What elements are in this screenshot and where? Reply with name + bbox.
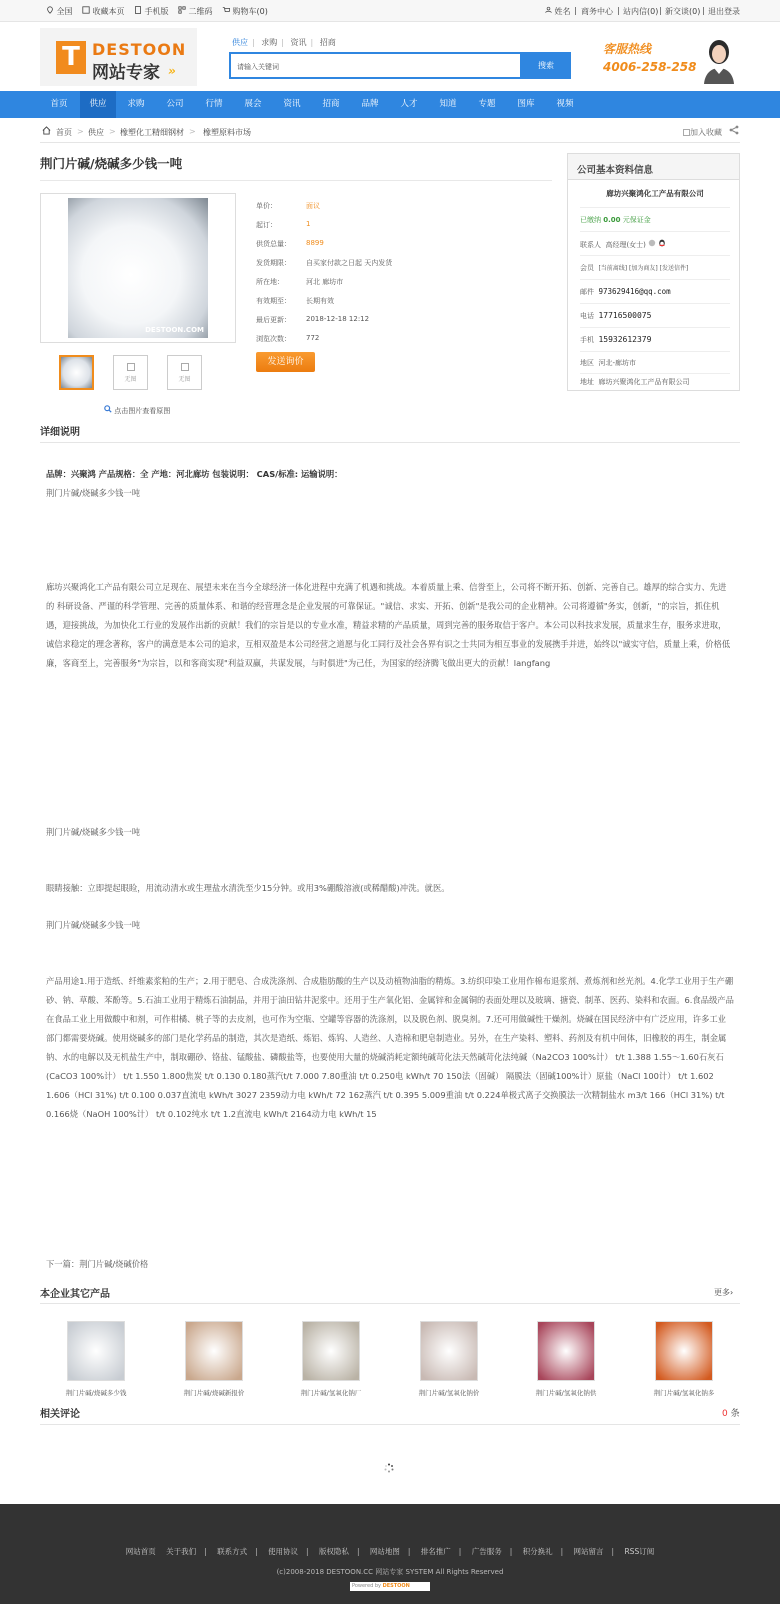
no-image-icon <box>127 363 135 371</box>
search-input[interactable] <box>229 52 522 79</box>
other-product-image <box>302 1321 360 1381</box>
other-product-label: 荆门片碱/氢氧化钠价 <box>418 1389 480 1397</box>
hotline-number: 4006-258-258 <box>603 60 697 74</box>
company-address: 地址 廊坊兴聚鸿化工产品有限公司 <box>580 378 690 386</box>
image-watermark: DESTOON.COM <box>145 326 204 334</box>
footer-link-home[interactable]: 网站首页 <box>125 1547 156 1556</box>
logout-link[interactable]: 退出登录 <box>708 7 740 16</box>
powered-by-badge[interactable]: Powered by DESTOON <box>350 1582 430 1591</box>
nav-market[interactable]: 行情 <box>205 99 223 109</box>
user-icon <box>545 6 552 14</box>
other-products-title: 本企业其它产品 <box>40 1289 110 1300</box>
other-product-image <box>655 1321 713 1381</box>
no-image-icon <box>181 363 189 371</box>
chevron-right-icon: › <box>730 1288 734 1297</box>
other-product-label: 荆门片碱/氢氧化钠厂 <box>300 1389 362 1397</box>
company-deposit: 已缴纳 0.00 元保证金 <box>580 210 730 232</box>
footer-link-ranking[interactable]: 排名推广 <box>420 1547 451 1556</box>
logo-mark: T <box>56 41 86 74</box>
footer-link-guestbook[interactable]: 网站留言 <box>573 1547 604 1556</box>
search-tabs: 供应 | 求购 | 资讯 | 招商 <box>232 38 336 47</box>
search-tab-invest[interactable]: 招商 <box>319 38 336 47</box>
other-products-gallery <box>0 1321 780 1401</box>
nav-home[interactable]: 首页 <box>50 99 68 109</box>
next-article-link[interactable]: 下一篇：荆门片碱/烧碱价格 <box>46 1259 149 1269</box>
search-tab-buy[interactable]: 求购 <box>261 38 278 47</box>
search-tab-news[interactable]: 资讯 <box>290 38 307 47</box>
company-member: 会员 [当前离线] [加为商友] [发送信件] <box>580 258 730 280</box>
bookmark-link[interactable]: 收藏本页 <box>82 6 125 17</box>
footer-link-sitemap[interactable]: 网站地图 <box>369 1547 400 1556</box>
loading-spinner-icon <box>384 1463 394 1473</box>
add-favorite-link[interactable]: 加入收藏 <box>683 127 722 138</box>
chat-link[interactable]: 新交谈(0) <box>665 7 701 16</box>
divider <box>40 1424 740 1425</box>
region-link[interactable]: 全国 <box>46 6 73 17</box>
nav-buy[interactable]: 求购 <box>127 99 145 109</box>
search-button[interactable]: 搜索 <box>521 52 571 79</box>
view-original-link[interactable]: 点击图片查看原图 <box>104 405 170 416</box>
footer-link-privacy[interactable]: 版权隐私 <box>318 1547 349 1556</box>
other-product-image <box>420 1321 478 1381</box>
divider: | <box>574 6 577 15</box>
other-product-item[interactable] <box>48 1321 144 1397</box>
footer-link-contact[interactable]: 联系方式 <box>217 1547 248 1556</box>
mobile-icon <box>134 6 142 14</box>
other-product-item[interactable] <box>166 1321 262 1397</box>
nav-expo[interactable]: 展会 <box>244 99 262 109</box>
thumbnail-2[interactable]: 无图 <box>113 355 148 390</box>
user-name-link[interactable]: 姓名 <box>545 6 571 17</box>
bookmark-icon <box>82 6 90 14</box>
footer-copyright: (c)2008-2018 DESTOON.CC 网站专家 SYSTEM All Rights Reserved <box>276 1568 504 1576</box>
comments-count: 0 条 <box>722 1409 740 1419</box>
logo-brand: DESTOON <box>92 40 187 59</box>
nav-video[interactable]: 视频 <box>556 99 574 109</box>
product-photo <box>68 198 208 338</box>
footer-link-points[interactable]: 积分换礼 <box>522 1547 553 1556</box>
company-mobile: 手机 15932612379 <box>580 330 730 352</box>
detail-line-2: 荆门片碱/烧碱多少钱一吨 <box>46 827 141 837</box>
logo-text: 网站专家 <box>92 63 160 83</box>
breadcrumb: 首页 > 供应 > 橡塑化工精细钢材 > 橡塑原料市场 加入收藏 <box>40 124 740 140</box>
other-product-item[interactable] <box>518 1321 614 1397</box>
other-product-label: 荆门片碱/氢氧化钠供 <box>535 1389 597 1397</box>
inbox-link[interactable]: 站内信(0) <box>623 7 659 16</box>
other-product-label: 荆门片碱/烧碱新报价 <box>183 1389 245 1397</box>
location-pin-icon <box>46 6 54 14</box>
nav-news[interactable]: 资讯 <box>283 99 301 109</box>
other-product-item[interactable] <box>636 1321 732 1397</box>
other-product-item[interactable] <box>283 1321 379 1397</box>
cart-icon <box>222 6 230 14</box>
qrcode-icon <box>178 6 186 14</box>
hotline <box>603 40 696 74</box>
other-product-label: 荆门片碱/氢氧化钠多 <box>653 1389 715 1397</box>
magnifier-icon <box>104 405 112 413</box>
cart-link[interactable]: 购物车(0) <box>222 6 268 17</box>
company-contact: 联系人 高经理(女士) <box>580 234 730 256</box>
nav-gallery[interactable]: 图库 <box>517 99 535 109</box>
other-product-image <box>67 1321 125 1381</box>
top-bar <box>0 0 780 22</box>
comments-title: 相关评论 <box>40 1409 80 1420</box>
nav-company[interactable]: 公司 <box>166 99 184 109</box>
customer-service-avatar <box>700 36 738 84</box>
detail-line-3: 荆门片碱/烧碱多少钱一吨 <box>46 920 141 930</box>
divider <box>40 442 740 443</box>
detail-section-title: 详细说明 <box>40 427 80 438</box>
thumbnail-3[interactable]: 无图 <box>167 355 202 390</box>
qq-icon[interactable] <box>658 239 666 247</box>
share-icon[interactable] <box>729 125 739 135</box>
company-email: 邮件 973629416@qq.com <box>580 282 730 304</box>
other-product-image <box>537 1321 595 1381</box>
product-usage: 产品用途1.用于造纸、纤维素浆粕的生产；2.用于肥皂、合成洗涤剂、合成脂肪酸的生产以及动植物油脂的精炼。3.纺织印染工业用作棉布退浆剂、煮炼剂和丝光剂。4.化学工业用于生产硼砂、钠、草酸、苯酚等。5.石油工业用于精炼石油制品，并用于油田钻井泥浆中。还用于生产氧化铝、金属锌和金属铜的表面处理以及玻璃、搪瓷、制革、医药、染料和农面。6.食品级产品在食品工业上用做酸中和剂，可作柑橘、桃子等的去皮剂，也可作为空瓶、空罐等容器的洗涤剂，以及脱色剂、脱臭剂。7.还可用做碱性干燥剂。烧碱在国民经济中有广泛应用，许多工业部门都需要烧碱。使用烧碱多的部门是化学药品的制造，其次是造纸、炼铝、炼钨、人造丝、人造棉和肥皂制造业。另外，在生产染料、塑料、药剂及有机中间体，旧橡胶的再生，制金属钠、水的电解以及无机盐生产中，制取硼砂、铬盐、锰酸盐、磷酸盐等，也要使用大量的烧碱消耗定额纯碱苛化法天然碱苛化法纯碱（Na2CO3 100%计） t/t 1.388 1.55～1.60石灰石(CaCO3 100%计） t/t 1.550 1.800焦炭 t/t 0.130 0.180蒸汽t/t 7.000 7.80重油 t/t 0.250电 kWh/t 70 150法（固碱） 隔膜法（固碱100%计）原盐（NaCl 100计） t/t 1.602 1.606（HCl 31%) t/t 0.100 0.037直流电 kWh/t 3027 2359动力电 kWh/t 72 162蒸汽 t/t 0.395 5.009重油 t/t 0.224单极式离子交换膜法一次精制盐水 m3/t 166（HCl 31%) t/t 0.166烧（NaOH 100%计） t/t 0.102纯水 t/t 1.2直流电 kWh/t 2164动力电 kWh/t 15 <box>46 976 734 1119</box>
breadcrumb-supply[interactable]: 供应 <box>88 128 104 137</box>
product-title: 荆门片碱/烧碱多少钱一吨 <box>40 156 183 171</box>
more-link[interactable]: 更多› <box>714 1288 734 1297</box>
divider <box>40 142 740 143</box>
detail-line-1: 荆门片碱/烧碱多少钱一吨 <box>46 488 141 498</box>
hotline-label: 客服热线 <box>603 42 652 56</box>
breadcrumb-home[interactable]: 首页 <box>56 128 72 137</box>
nav-brand[interactable]: 品牌 <box>361 99 379 109</box>
home-icon <box>42 126 51 135</box>
chat-icon[interactable] <box>648 239 656 247</box>
product-main-image[interactable] <box>40 193 236 343</box>
divider: | <box>617 6 620 15</box>
breadcrumb-subcategory[interactable]: 橡塑原料市场 <box>203 128 251 137</box>
company-box-title: 公司基本资料信息 <box>568 154 739 180</box>
search-placeholder: 请输入关键词 <box>237 63 279 71</box>
product-specs: 品牌：兴聚鸿 产品规格：全 产地：河北廊坊 包装说明： CAS/标准: 运输说明： <box>46 469 343 479</box>
send-inquiry-button[interactable]: 发送询价 <box>256 352 315 372</box>
nav-supply[interactable]: 供应 <box>80 91 116 118</box>
company-intro: 廊坊兴聚鸿化工产品有限公司立足现在、展望未来在当今全球经济一体化进程中充满了机遇和挑战。本着质量上乘、信誉至上，公司将不断开拓、创新、完善自己。雄厚的综合实力、先进的 科研设备、严谨的科学管理、完善的质量体系、和谐的经营理念是企业发展的可靠保证。"诚信、求实、开拓、创新"是我公司的企业精神。公司将遵循"务实，创新，"的宗旨，抓住机遇，迎接挑战，为加快化工行业的发展作出新的贡献！我们的宗旨是以的专业水准，精益求精的产品质量，周到完善的服务取信于客户。本公司以科技求发展，质量求生存，服务求进取，诚信求稳定的理念著称，客户的满意是本公司的追求，互相双盈是本公司经营之道愿与化工同行及社会各界有识之士共同为相互事业的发展携手并进，始终以"诚实守信，质量上乘，价格低廉，客商至上，完善服务"为宗旨，以和客商实现"利益双赢，共谋发展，与时俱进"为己任，为国家的经济腾飞做出更大的贡献！langfang <box>46 582 731 668</box>
nav-jobs[interactable]: 人才 <box>400 99 418 109</box>
company-phone: 电话 17716500075 <box>580 306 730 328</box>
company-name[interactable]: 廊坊兴聚鸿化工产品有限公司 <box>580 184 730 208</box>
divider <box>40 1303 740 1304</box>
company-region: 地区 河北-廊坊市 <box>580 354 730 374</box>
divider <box>40 180 552 181</box>
nav-special[interactable]: 专题 <box>478 99 496 109</box>
footer <box>0 1504 780 1604</box>
qrcode-link[interactable]: 二维码 <box>178 6 213 17</box>
business-center-link[interactable]: 商务中心 <box>581 7 613 16</box>
other-product-item[interactable] <box>401 1321 497 1397</box>
eye-contact-instructions: 眼睛接触：立即提起眼睑，用流动清水或生理盐水清洗至少15分钟。或用3%硼酸溶液(或稀醋酸)冲洗。就医。 <box>46 883 450 893</box>
footer-link-terms[interactable]: 使用协议 <box>268 1547 299 1556</box>
breadcrumb-category[interactable]: 橡塑化工精细钢材 <box>120 128 184 137</box>
site-logo[interactable] <box>40 28 197 86</box>
thumbnail-1[interactable] <box>59 355 94 390</box>
divider: | <box>659 6 662 15</box>
divider: | <box>702 6 705 15</box>
other-product-image <box>185 1321 243 1381</box>
footer-link-about[interactable]: 关于我们 <box>166 1547 197 1556</box>
main-nav <box>0 91 780 118</box>
other-product-label: 荆门片碱/烧碱多少钱 <box>65 1389 127 1397</box>
nav-know[interactable]: 知道 <box>439 99 457 109</box>
search-tab-supply[interactable]: 供应 <box>232 38 248 47</box>
mobile-link[interactable]: 手机版 <box>134 6 169 17</box>
company-info-box <box>567 153 740 391</box>
header <box>0 22 780 91</box>
nav-invest[interactable]: 招商 <box>322 99 340 109</box>
footer-links: 网站首页 关于我们 | 联系方式 | 使用协议 | 版权隐私 | 网站地图 | 排名推广 | 广告服务 | 积分换礼 | 网站留言 | RSS订阅 <box>125 1547 655 1556</box>
footer-link-ads[interactable]: 广告服务 <box>471 1547 502 1556</box>
logo-swoosh: » <box>168 64 176 78</box>
footer-link-rss[interactable]: RSS订阅 <box>624 1547 655 1556</box>
